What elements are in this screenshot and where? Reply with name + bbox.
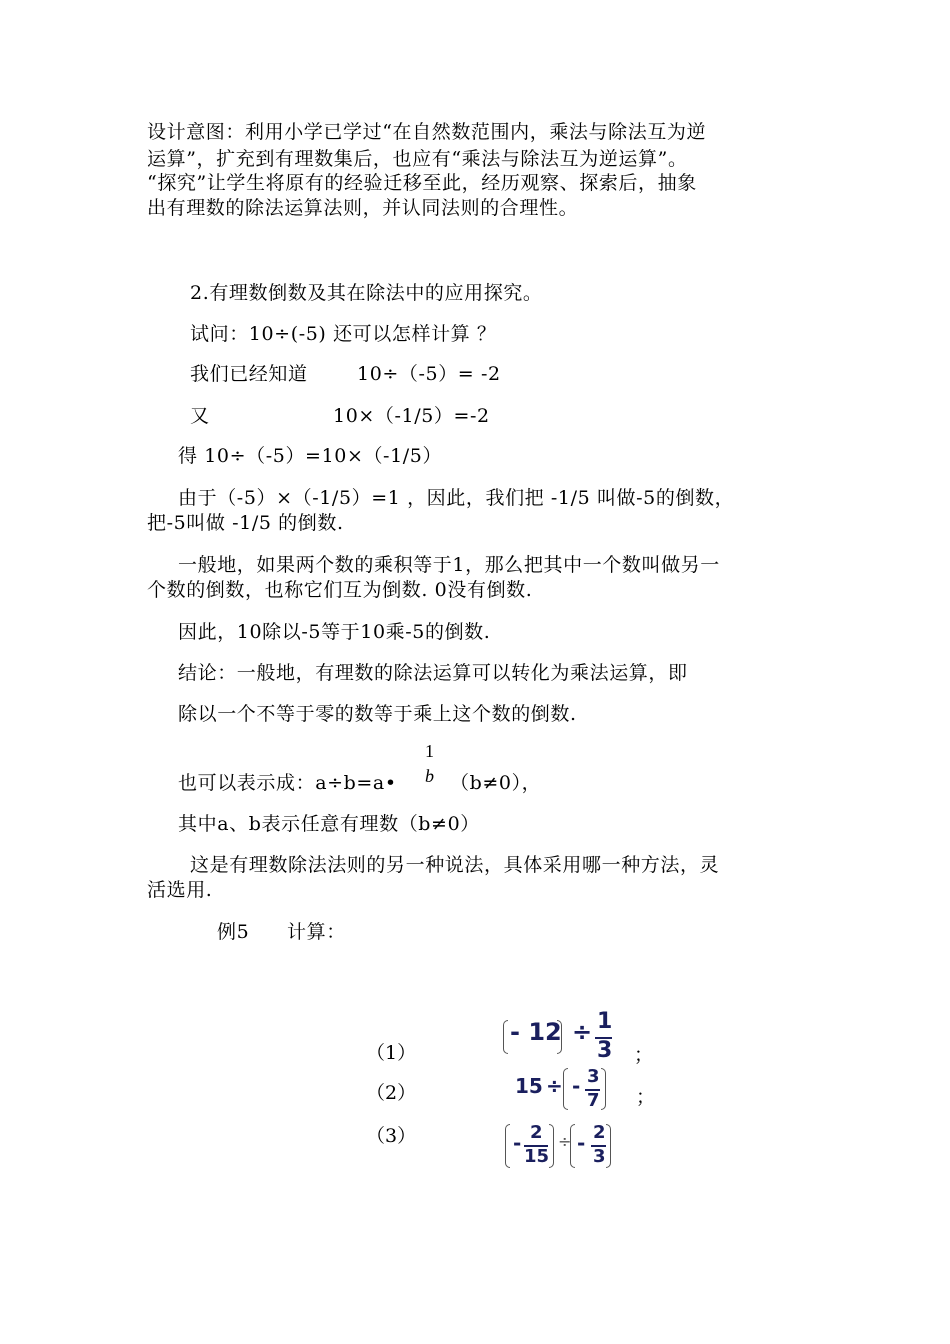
right-paren xyxy=(601,1068,606,1110)
denominator: 3 xyxy=(597,1038,613,1063)
conclusion-line-2: 除以一个不等于零的数等于乘上这个数的倒数. xyxy=(178,703,577,725)
known-label: 我们已经知道 xyxy=(190,363,308,385)
numerator: 1 xyxy=(597,1009,613,1034)
left-paren xyxy=(505,1124,510,1168)
left-paren xyxy=(503,1020,508,1054)
denominator: 3 xyxy=(593,1146,606,1167)
numerator: 2 xyxy=(530,1122,543,1143)
formula-prefix: 也可以表示成：a÷b=a• xyxy=(178,772,397,794)
dividend: 15 xyxy=(515,1074,543,1098)
also-expression: 10×（-1/5）=-2 xyxy=(333,405,490,427)
also-label: 又 xyxy=(190,405,210,427)
minus-sign: - xyxy=(577,1131,586,1155)
left-paren xyxy=(570,1124,575,1168)
problem-label: （1） xyxy=(366,1042,417,1064)
where-line: 其中a、b表示任意有理数（b≠0） xyxy=(178,813,480,835)
intent-line-1: 设计意图：利用小学已学过“在自然数范围内，乘法与除法互为逆 xyxy=(147,121,707,143)
section-title: 2.有理数倒数及其在除法中的应用探究。 xyxy=(190,282,543,304)
right-paren xyxy=(557,1020,562,1054)
general-line-2: 个数的倒数，也称它们互为倒数. 0没有倒数. xyxy=(147,579,533,601)
general-line-1: 一般地，如果两个数的乘积等于1，那么把其中一个数叫做另一 xyxy=(178,554,720,576)
therefore-line: 因此，10除以-5等于10乘-5的倒数. xyxy=(178,621,491,643)
intent-line-3: “探究”让学生将原有的经验迁移至此，经历观察、探索后，抽象 xyxy=(147,172,697,194)
problem-label: （2） xyxy=(366,1082,417,1104)
minus-sign: - xyxy=(572,1074,581,1098)
example-label: 例5 xyxy=(217,921,250,943)
numerator: 3 xyxy=(587,1066,600,1087)
dividend: - 12 xyxy=(510,1018,562,1046)
because-line-1: 由于（-5）×（-1/5）=1 ，因此，我们把 -1/5 叫做-5的倒数， xyxy=(178,487,735,509)
formula-denominator: b xyxy=(425,766,434,786)
left-paren xyxy=(563,1068,568,1110)
problem-label: （3） xyxy=(366,1125,417,1147)
formula-suffix: （b≠0）， xyxy=(450,772,542,794)
divide-sign: ÷ xyxy=(558,1132,572,1151)
denominator: 7 xyxy=(587,1090,600,1111)
semicolon: ； xyxy=(636,1086,656,1108)
minus-sign: - xyxy=(513,1131,522,1155)
another-line-1: 这是有理数除法法则的另一种说法，具体采用哪一种方法，灵 xyxy=(190,854,720,876)
denominator: 15 xyxy=(524,1146,550,1167)
divide-sign: ÷ xyxy=(546,1074,563,1098)
semicolon: ； xyxy=(634,1044,654,1066)
right-paren xyxy=(606,1124,611,1168)
question-line: 试问：10÷(-5) 还可以怎样计算 ？ xyxy=(190,323,497,345)
intent-line-4: 出有理数的除法运算法则，并认同法则的合理性。 xyxy=(147,197,579,219)
divide-sign: ÷ xyxy=(572,1018,593,1046)
because-line-2: 把-5叫做 -1/5 的倒数. xyxy=(147,512,344,534)
formula-numerator: 1 xyxy=(425,741,434,761)
example-text: 计算： xyxy=(287,921,346,943)
numerator: 2 xyxy=(593,1122,606,1143)
intent-line-2: 运算”，扩充到有理数集后，也应有“乘法与除法互为逆运算”。 xyxy=(147,148,688,170)
result-line: 得 10÷（-5）=10×（-1/5） xyxy=(178,445,443,467)
another-line-2: 活选用. xyxy=(147,879,213,901)
known-expression: 10÷（-5）= -2 xyxy=(357,363,501,385)
conclusion-line-1: 结论：一般地，有理数的除法运算可以转化为乘法运算，即 xyxy=(178,662,688,684)
right-paren xyxy=(549,1124,554,1168)
